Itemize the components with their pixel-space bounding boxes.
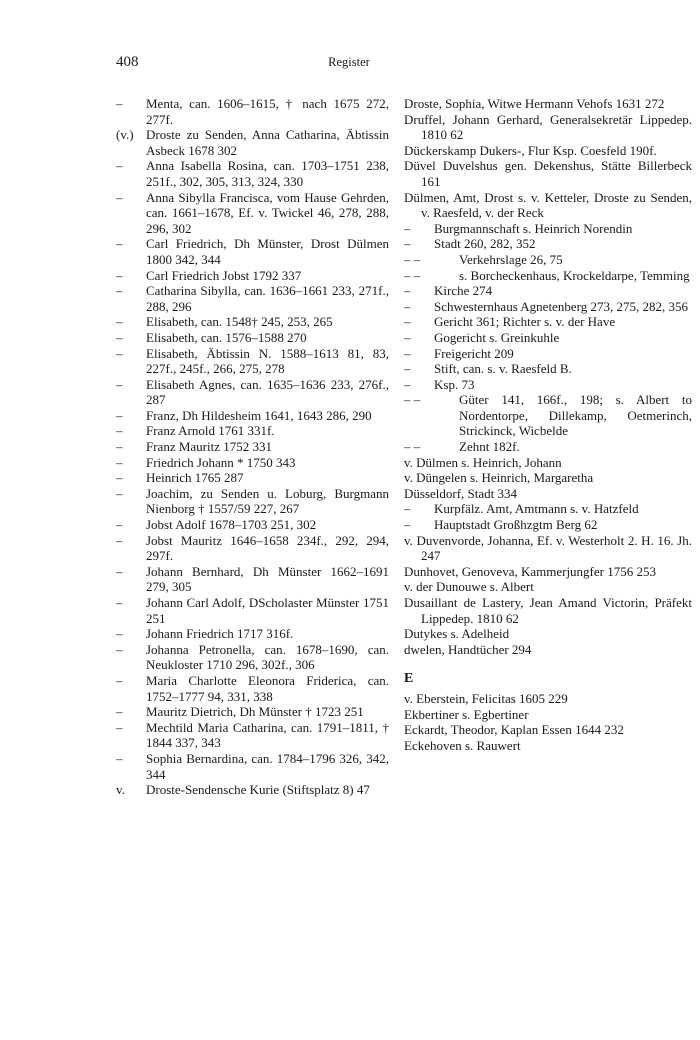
index-entry bbox=[116, 377, 389, 408]
entry-text: Anna Sibylla Francisca, vom Hause Gehrden, can. 1661–1678, Ef. v. Twickel 46, 278, 288, 296, 302 bbox=[146, 189, 389, 236]
index-entry bbox=[116, 533, 389, 564]
entry-text: Dunhovet, Genoveva, Kammerjungfer 1756 253 bbox=[404, 563, 656, 579]
index-entry bbox=[404, 252, 692, 268]
entry-text: v. Eberstein, Felicitas 1605 229 bbox=[404, 690, 568, 706]
index-entry bbox=[404, 314, 692, 330]
index-entry bbox=[116, 626, 389, 642]
entry-prefix: – bbox=[116, 485, 123, 501]
entry-text: Elisabeth Agnes, can. 1635–1636 233, 276f., 287 bbox=[146, 376, 389, 408]
index-entry bbox=[404, 501, 692, 517]
entry-prefix: – bbox=[404, 376, 411, 392]
entry-text: Düvel Duvelshus gen. Dekenshus, Stätte Billerbeck 161 bbox=[404, 158, 692, 189]
entry-prefix: – – bbox=[404, 267, 421, 283]
entry-text: Stift, can. s. v. Raesfeld B. bbox=[434, 361, 572, 377]
entry-text: Gericht 361; Richter s. v. der Have bbox=[434, 314, 616, 330]
entry-prefix: – bbox=[116, 626, 123, 642]
entry-text: Dutykes s. Adelheid bbox=[404, 626, 510, 642]
index-entry bbox=[116, 455, 389, 471]
index-entry bbox=[404, 346, 692, 362]
page-number: 408 bbox=[116, 54, 139, 70]
index-entry bbox=[404, 392, 692, 439]
index-entry bbox=[404, 158, 692, 189]
index-entry bbox=[404, 283, 692, 299]
left-column bbox=[116, 96, 389, 798]
entry-prefix: – bbox=[116, 517, 123, 533]
entry-text: Stadt 260, 282, 352 bbox=[434, 236, 536, 252]
entry-text: Düsseldorf, Stadt 334 bbox=[404, 485, 518, 501]
entry-text: Gogericht s. Greinkuhle bbox=[434, 329, 560, 345]
entry-text: v. Duvenvorde, Johanna, Ef. v. Westerholt 2. H. 16. Jh. 247 bbox=[404, 532, 692, 564]
entry-prefix: – bbox=[116, 314, 123, 330]
index-entry bbox=[404, 96, 692, 112]
index-entry bbox=[404, 330, 692, 346]
index-entry bbox=[404, 595, 692, 626]
entry-text: Mauritz Dietrich, Dh Münster † 1723 251 bbox=[146, 704, 364, 720]
index-entry bbox=[116, 595, 389, 626]
entry-text: Ekbertiner s. Egbertiner bbox=[404, 706, 529, 722]
index-entry bbox=[404, 738, 692, 754]
index-entry bbox=[116, 346, 389, 377]
entry-text: Carl Friedrich Jobst 1792 337 bbox=[146, 267, 302, 283]
entry-prefix: – bbox=[116, 329, 123, 345]
entry-text: Jobst Mauritz 1646–1658 234f., 292, 294, 297f. bbox=[146, 532, 389, 564]
entry-prefix: – bbox=[116, 423, 123, 439]
index-entry bbox=[116, 704, 389, 720]
index-entry bbox=[404, 470, 692, 486]
entry-prefix: – bbox=[404, 220, 411, 236]
index-entry bbox=[116, 408, 389, 424]
entry-prefix: – bbox=[116, 719, 123, 735]
entry-text: Eckardt, Theodor, Kaplan Essen 1644 232 bbox=[404, 722, 624, 738]
entry-prefix: – bbox=[116, 283, 123, 299]
entry-text: Droste, Sophia, Witwe Hermann Vehofs 1631 272 bbox=[404, 96, 665, 111]
index-entry bbox=[404, 377, 692, 393]
entry-text: Joachim, zu Senden u. Loburg, Burgmann Nienborg † 1557/59 227, 267 bbox=[146, 485, 389, 517]
index-entry bbox=[404, 486, 692, 502]
entry-prefix: – bbox=[116, 532, 123, 548]
entry-text: Anna Isabella Rosina, can. 1703–1751 238, 251f., 302, 305, 313, 324, 330 bbox=[146, 158, 389, 189]
entry-text: Freigericht 209 bbox=[434, 345, 514, 361]
entry-text: dwelen, Handtücher 294 bbox=[404, 641, 532, 657]
entry-text: Elisabeth, can. 1576–1588 270 bbox=[146, 329, 307, 345]
entry-prefix: – bbox=[116, 641, 123, 657]
index-entry bbox=[404, 361, 692, 377]
index-entry bbox=[116, 486, 389, 517]
index-entry bbox=[404, 112, 692, 143]
entry-text: Johanna Petronella, can. 1678–1690, can. Neukloster 1710 296, 302f., 306 bbox=[146, 641, 389, 673]
entry-prefix: v. bbox=[116, 782, 125, 798]
index-entry bbox=[116, 751, 389, 782]
entry-text: Heinrich 1765 287 bbox=[146, 470, 244, 486]
index-entry bbox=[116, 190, 389, 237]
running-title: Register bbox=[328, 55, 370, 69]
entry-text: Droste-Sendensche Kurie (Stiftsplatz 8) 47 bbox=[146, 782, 370, 798]
entry-text: Sophia Bernardina, can. 1784–1796 326, 342, 344 bbox=[146, 750, 389, 782]
index-entry bbox=[116, 439, 389, 455]
entry-text: Zehnt 182f. bbox=[459, 439, 520, 455]
index-entry bbox=[404, 517, 692, 533]
entry-text: Franz Arnold 1761 331f. bbox=[146, 423, 275, 439]
entry-text: Dückerskamp Dukers-, Flur Ksp. Coesfeld 190f. bbox=[404, 142, 657, 158]
entry-prefix: – bbox=[116, 267, 123, 283]
entry-text: Friedrich Johann * 1750 343 bbox=[146, 454, 296, 470]
entry-text: Ksp. 73 bbox=[434, 376, 475, 392]
entry-text: Güter 141, 166f., 198; s. Albert to Nordentorpe, Dillekamp, Oetmerinch, Strickinck, Wicbelde bbox=[459, 392, 692, 439]
entry-prefix: – bbox=[404, 345, 411, 361]
index-entry bbox=[404, 579, 692, 595]
index-entry bbox=[404, 221, 692, 237]
entry-text: Carl Friedrich, Dh Münster, Drost Dülmen 1800 342, 344 bbox=[146, 236, 389, 267]
index-entry bbox=[404, 143, 692, 159]
index-entry bbox=[116, 96, 389, 127]
entry-text: Johann Carl Adolf, DScholaster Münster 1751 251 bbox=[146, 595, 389, 626]
index-entry bbox=[116, 782, 389, 798]
entry-text: Mechtild Maria Catharina, can. 1791–1811, † 1844 337, 343 bbox=[146, 719, 389, 751]
entry-prefix: – bbox=[116, 454, 123, 470]
index-entry bbox=[116, 236, 389, 267]
entry-text: Elisabeth, can. 1548† 245, 253, 265 bbox=[146, 314, 333, 330]
index-entry bbox=[404, 533, 692, 564]
entry-prefix: – bbox=[116, 236, 123, 252]
entry-prefix: – bbox=[116, 672, 123, 688]
entry-text: Kurpfälz. Amt, Amtmann s. v. Hatzfeld bbox=[434, 501, 639, 517]
right-column bbox=[404, 96, 692, 753]
entry-text: v. Düngelen s. Heinrich, Margaretha bbox=[404, 470, 594, 486]
entry-prefix: – bbox=[116, 376, 123, 392]
index-entry bbox=[404, 236, 692, 252]
index-entry bbox=[404, 642, 692, 658]
entry-text: Hauptstadt Großhzgtm Berg 62 bbox=[434, 517, 598, 533]
entry-prefix: – bbox=[116, 563, 123, 579]
entry-text: Menta, can. 1606–1615, † nach 1675 272, 277f. bbox=[146, 96, 389, 127]
entry-prefix: – bbox=[116, 704, 123, 720]
entry-prefix: – bbox=[116, 595, 123, 610]
entry-prefix: – bbox=[404, 314, 411, 330]
index-entry bbox=[404, 190, 692, 221]
index-entry bbox=[116, 673, 389, 704]
entry-prefix: – bbox=[116, 407, 123, 423]
entry-text: Maria Charlotte Eleonora Friderica, can. 1752–1777 94, 331, 338 bbox=[146, 672, 389, 704]
index-entry bbox=[404, 455, 692, 471]
entry-text: Schwesternhaus Agnetenberg 273, 275, 282, 356 bbox=[434, 298, 688, 314]
entry-prefix: – bbox=[116, 345, 123, 361]
index-entry bbox=[404, 439, 692, 455]
index-entry bbox=[116, 330, 389, 346]
entry-prefix: – bbox=[116, 96, 123, 111]
entry-text: Kirche 274 bbox=[434, 283, 493, 299]
entry-prefix: – bbox=[116, 158, 123, 174]
index-entry bbox=[116, 564, 389, 595]
index-entry bbox=[404, 722, 692, 738]
index-entry bbox=[404, 691, 692, 707]
entry-prefix: – bbox=[404, 236, 411, 252]
entry-text: Catharina Sibylla, can. 1636–1661 233, 271f., 288, 296 bbox=[146, 283, 389, 314]
index-entry bbox=[116, 314, 389, 330]
entry-text: Verkehrslage 26, 75 bbox=[459, 251, 563, 267]
entry-text: Franz, Dh Hildesheim 1641, 1643 286, 290 bbox=[146, 407, 372, 423]
entry-prefix: – bbox=[116, 750, 123, 766]
entry-prefix: – bbox=[404, 517, 411, 533]
entry-prefix: – bbox=[404, 361, 411, 377]
index-entry bbox=[116, 283, 389, 314]
index-entry bbox=[116, 720, 389, 751]
entry-text: Druffel, Johann Gerhard, Generalsekretär Lippedep. 1810 62 bbox=[404, 111, 692, 143]
index-entry bbox=[404, 564, 692, 580]
index-entry bbox=[116, 127, 389, 158]
index-entry bbox=[404, 707, 692, 723]
section-letter: E bbox=[404, 671, 414, 687]
index-entry bbox=[116, 642, 389, 673]
entry-text: Eckehoven s. Rauwert bbox=[404, 737, 521, 753]
entry-text: Dülmen, Amt, Drost s. v. Ketteler, Droste zu Senden, v. Raesfeld, v. der Reck bbox=[404, 189, 692, 221]
entry-prefix: – bbox=[116, 470, 123, 486]
entry-text: Elisabeth, Äbtissin N. 1588–1613 81, 83, 227f., 245f., 266, 275, 278 bbox=[146, 345, 389, 377]
entry-prefix: – bbox=[404, 283, 411, 299]
entry-text: Burgmannschaft s. Heinrich Norendin bbox=[434, 220, 633, 236]
entry-prefix: – bbox=[404, 298, 411, 314]
entry-prefix: – – bbox=[404, 439, 421, 455]
index-entry bbox=[116, 423, 389, 439]
entry-prefix: – bbox=[404, 501, 411, 517]
page-header bbox=[116, 54, 582, 74]
index-entry bbox=[116, 158, 389, 189]
entry-text: Droste zu Senden, Anna Catharina, Äbtissin Asbeck 1678 302 bbox=[146, 127, 389, 158]
entry-prefix: – – bbox=[404, 251, 421, 267]
index-entry bbox=[116, 470, 389, 486]
entry-prefix: – bbox=[116, 189, 123, 205]
entry-text: Johann Friedrich 1717 316f. bbox=[146, 626, 294, 642]
entry-prefix: – – bbox=[404, 392, 421, 408]
entry-text: Dusaillant de Lastery, Jean Amand Victorin, Präfekt Lippedep. 1810 62 bbox=[404, 595, 692, 626]
entry-prefix: – bbox=[404, 329, 411, 345]
entry-prefix: – bbox=[116, 439, 123, 455]
index-entry bbox=[404, 626, 692, 642]
entry-text: Jobst Adolf 1678–1703 251, 302 bbox=[146, 517, 317, 533]
entry-text: s. Borcheckenhaus, Krockeldarpe, Temming bbox=[459, 267, 690, 283]
entry-text: Johann Bernhard, Dh Münster 1662–1691 279, 305 bbox=[146, 563, 389, 595]
index-entry bbox=[404, 268, 692, 284]
index-entry bbox=[116, 517, 389, 533]
index-entry bbox=[116, 268, 389, 284]
entry-text: v. Dülmen s. Heinrich, Johann bbox=[404, 454, 562, 470]
entry-prefix: (v.) bbox=[116, 127, 134, 143]
entry-text: v. der Dunouwe s. Albert bbox=[404, 579, 534, 595]
index-entry bbox=[404, 299, 692, 315]
entry-text: Franz Mauritz 1752 331 bbox=[146, 439, 273, 455]
